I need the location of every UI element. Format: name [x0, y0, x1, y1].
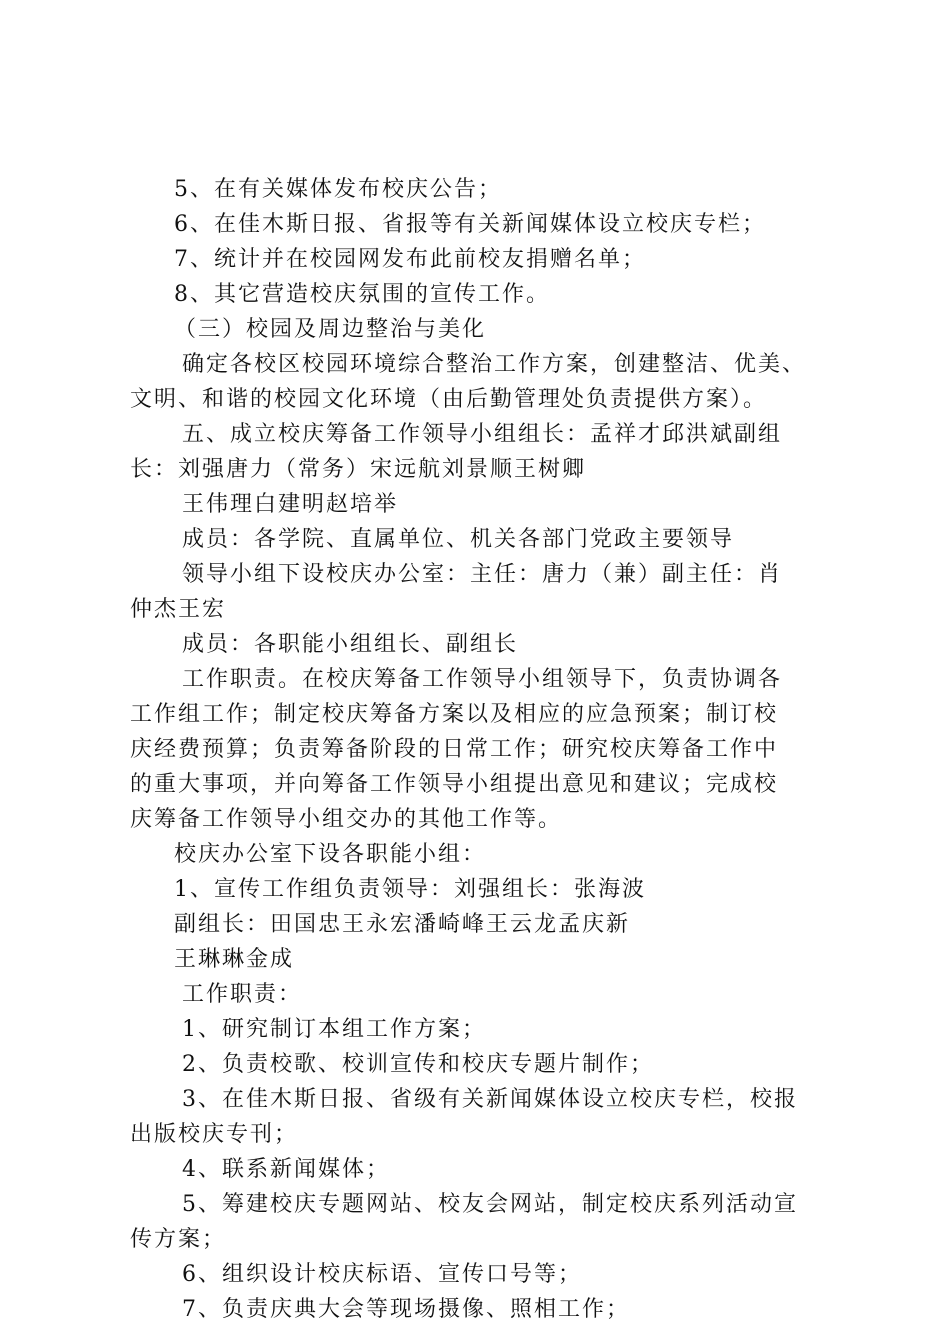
- list-item-school-song: [130, 1047, 830, 1082]
- text-line: 1、研究制订本组工作方案；: [182, 1017, 486, 1042]
- list-item-news-column: [130, 207, 830, 242]
- paragraph-leadership-names: [130, 487, 830, 522]
- text-line: 出版校庆专刊；: [130, 1122, 299, 1147]
- list-item-slogans: [130, 1257, 830, 1292]
- text-line: 仲杰王宏: [130, 597, 227, 622]
- text-line: 确定各校区校园环境综合整治工作方案，创建整洁、优美、: [182, 352, 807, 377]
- text-line: 6、在佳木斯日报、省报等有关新闻媒体设立校庆专栏；: [174, 212, 766, 237]
- list-item-website: [130, 1187, 830, 1257]
- text-line: 的重大事项，并向筹备工作领导小组提出意见和建议；完成校: [130, 772, 779, 797]
- list-item-media-contact: [130, 1152, 830, 1187]
- text-line: 5、筹建校庆专题网站、校友会网站，制定校庆系列活动宣: [182, 1192, 798, 1217]
- list-item-announcement: [130, 172, 830, 207]
- paragraph-office: [130, 557, 830, 627]
- paragraph-deputy-leaders: [130, 907, 830, 942]
- paragraph-leadership-group: [130, 417, 830, 487]
- text-line: 6、组织设计校庆标语、宣传口号等；: [182, 1262, 582, 1287]
- section-heading-campus: [130, 312, 830, 347]
- list-item-news-special: [130, 1082, 830, 1152]
- text-line: 工作职责。在校庆筹备工作领导小组领导下，负责协调各: [182, 667, 783, 692]
- list-item-work-plan: [130, 1012, 830, 1047]
- text-line: 庆筹备工作领导小组交办的其他工作等。: [130, 807, 563, 832]
- text-line: 王伟理白建明赵培举: [182, 492, 399, 517]
- text-line: 4、联系新闻媒体；: [182, 1157, 390, 1182]
- text-line: 校庆办公室下设各职能小组：: [174, 842, 487, 867]
- text-line: 文明、和谐的校园文化环境（由后勤管理处负责提供方案）。: [130, 387, 768, 412]
- paragraph-duties-heading: [130, 977, 830, 1012]
- text-line: 成员：各职能小组组长、副组长: [182, 632, 519, 657]
- text-line: 8、其它营造校庆氛围的宣传工作。: [174, 282, 550, 307]
- text-line: 7、负责庆典大会等现场摄像、照相工作；: [182, 1297, 630, 1322]
- text-line: 庆经费预算；负责筹备阶段的日常工作；研究校庆筹备工作中: [130, 737, 779, 762]
- paragraph-functional-groups: [130, 837, 830, 872]
- text-line: 1、宣传工作组负责领导：刘强组长：张海波: [174, 877, 646, 902]
- text-line: 成员：各学院、直属单位、机关各部门党政主要领导: [182, 527, 735, 552]
- text-line: 五、成立校庆筹备工作领导小组组长：孟祥才邱洪斌副组: [182, 422, 783, 447]
- text-line: 工作组工作；制定校庆筹备方案以及相应的应急预案；制订校: [130, 702, 779, 727]
- text-line: 传方案；: [130, 1227, 227, 1252]
- text-line: （三）校园及周边整治与美化: [174, 317, 487, 342]
- paragraph-members: [130, 522, 830, 557]
- text-line: 副组长：田国忠王永宏潘崎峰王云龙孟庆新: [174, 912, 631, 937]
- list-item-donor-list: [130, 242, 830, 277]
- text-line: 3、在佳木斯日报、省级有关新闻媒体设立校庆专栏，校报: [182, 1087, 798, 1112]
- paragraph-deputy-names: [130, 942, 830, 977]
- list-item-atmosphere: [130, 277, 830, 312]
- text-line: 领导小组下设校庆办公室：主任：唐力（兼）副主任：肖: [182, 562, 783, 587]
- list-item-photography: [130, 1292, 830, 1327]
- text-line: 王琳琳金成: [174, 947, 295, 972]
- paragraph-office-duties: [130, 662, 830, 837]
- paragraph-publicity-group: [130, 872, 830, 907]
- text-line: 7、统计并在校园网发布此前校友捐赠名单；: [174, 247, 646, 272]
- paragraph-office-members: [130, 627, 830, 662]
- text-line: 5、在有关媒体发布校庆公告；: [174, 177, 502, 202]
- document-body: [130, 172, 830, 1327]
- paragraph-campus-plan: [130, 347, 830, 417]
- text-line: 工作职责：: [182, 982, 303, 1007]
- text-line: 长：刘强唐力（常务）宋远航刘景顺王树卿: [130, 457, 587, 482]
- text-line: 2、负责校歌、校训宣传和校庆专题片制作；: [182, 1052, 654, 1077]
